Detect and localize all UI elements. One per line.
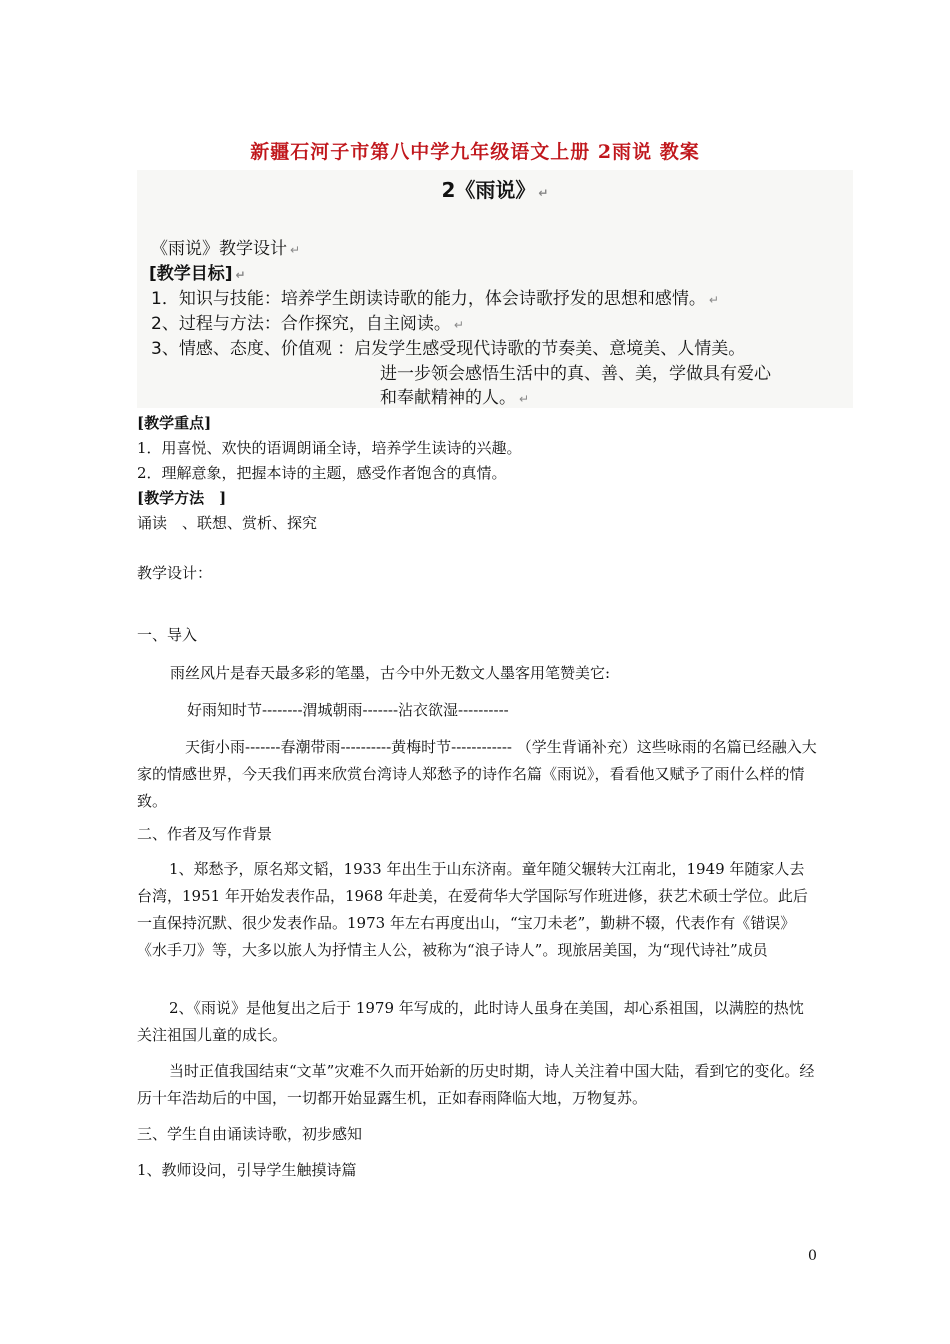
goals-header: [教学目标] ↵ bbox=[149, 264, 246, 284]
section-3-item-1: 1、教师设问，引导学生触摸诗篇 bbox=[137, 1161, 357, 1179]
embedded-image-block bbox=[137, 170, 853, 408]
key-point-2: 2．理解意象，把握本诗的主题，感受作者饱含的真情。 bbox=[137, 464, 507, 482]
goal-1: 1．知识与技能：培养学生朗读诗歌的能力，体会诗歌抒发的思想和感情。 ↵ bbox=[151, 289, 719, 309]
key-points-header: [教学重点] bbox=[137, 414, 212, 432]
lesson-subtitle: 2《雨说》 ↵ bbox=[441, 178, 549, 202]
design-title: 《雨说》教学设计 ↵ bbox=[151, 239, 301, 259]
section-1-heading: 一、导入 bbox=[137, 626, 198, 644]
methods-header: [教学方法 ] bbox=[137, 489, 227, 507]
goal-3-end: 和奉献精神的人。 ↵ bbox=[380, 388, 530, 408]
key-point-1: 1．用喜悦、欢快的语调朗诵全诗，培养学生读诗的兴趣。 bbox=[137, 439, 522, 457]
section-1-paragraph-1: 雨丝风片是春天最多彩的笔墨，古今中外无数文人墨客用笔赞美它: bbox=[170, 664, 611, 682]
section-2-paragraph-1: 1、郑愁予，原名郑文韬，1933 年出生于山东济南。童年随父辗转大江南北，1949 年随家人去台湾，1951 年开始发表作品，1968 年赴美，在爱荷华大学国际写作班进修，获艺术硕士学位。此后一直保持沉默、很少发表作品。1973 年左右再度出山，“宝刀未老”，勤耕不辍，代表作有《错误》《水手刀》等，大多以旅人为抒情主人公，被称为“浪子诗人”。现旅居美国，为“现代诗社”成员 bbox=[137, 860, 808, 959]
design-label: 教学设计： bbox=[137, 564, 213, 582]
section-2-paragraph-3: 当时正值我国结束“文革”灾难不久而开始新的历史时期，诗人关注着中国大陆，看到它的变化。经历十年浩劫后的中国，一切都开始显露生机，正如春雨降临大地，万物复苏。 bbox=[137, 1062, 815, 1107]
methods-content: 诵读 、联想、赏析、探究 bbox=[137, 514, 318, 532]
document-title: 新疆石河子市第八中学九年级语文上册 2雨说 教案 bbox=[250, 141, 700, 163]
section-2-paragraph-2: 2、《雨说》是他复出之后于 1979 年写成的，此时诗人虽身在美国，却心系祖国，以满腔的热忱关注祖国儿童的成长。 bbox=[137, 999, 804, 1044]
goal-3: 3、情感、态度、价值观 ：启发学生感受现代诗歌的节奏美、意境美、人情美。 bbox=[151, 339, 746, 359]
section-1-paragraph-2: 好雨知时节--------渭城朝雨-------沾衣欲湿---------- bbox=[187, 701, 509, 719]
page-number: 0 bbox=[808, 1248, 817, 1264]
goal-3-continued: 进一步领会感悟生活中的真、善、美，学做具有爱心 bbox=[380, 364, 771, 384]
section-1-paragraph-3: 天街小雨-------春潮带雨----------黄梅时节------------ （学生背诵补充）这些咏雨的名篇已经融入大家的情感世界，今天我们再来欣赏台湾诗人郑愁予的诗作名篇《雨说》，看看他又赋予了雨什么样的情致。 bbox=[137, 738, 817, 810]
section-2-heading: 二、作者及写作背景 bbox=[137, 825, 273, 843]
section-3-heading: 三、学生自由诵读诗歌，初步感知 bbox=[137, 1125, 363, 1143]
goal-2: 2、过程与方法：合作探究，自主阅读。 ↵ bbox=[151, 314, 464, 334]
